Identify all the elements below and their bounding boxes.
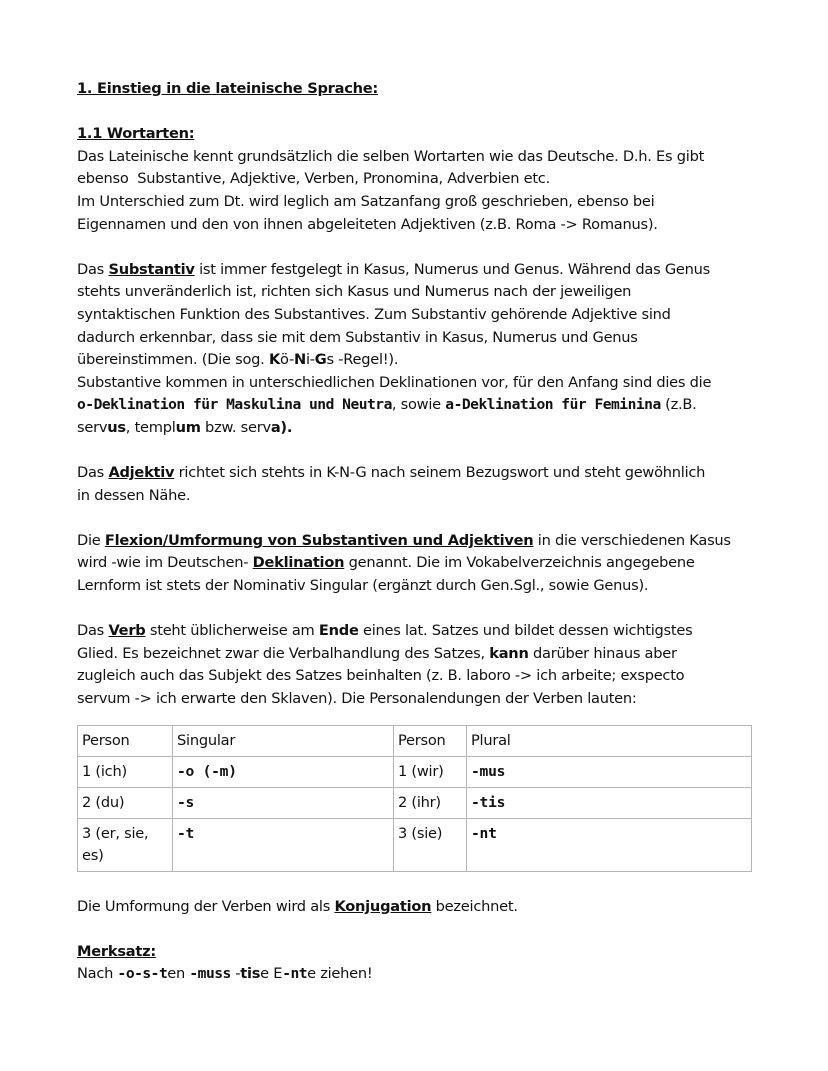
table-row <box>78 818 752 871</box>
person-cell: 3 (sie) <box>394 818 467 871</box>
term-verb: Verb <box>108 622 146 640</box>
spacer <box>77 101 757 124</box>
table-row <box>78 756 752 787</box>
text-line: syntaktischen Funktion des Substantives. Zum Substantiv gehörende Adjektive sind <box>77 305 671 323</box>
bold-text: kann <box>489 644 529 662</box>
text-line: in dessen Nähe. <box>77 486 191 504</box>
person-cell: 1 (wir) <box>394 756 467 787</box>
verb-paragraph <box>77 620 757 710</box>
header-cell: Person <box>78 725 173 756</box>
text-line <box>77 394 757 417</box>
adjektiv-paragraph <box>77 462 757 507</box>
term-substantiv: Substantiv <box>108 260 195 278</box>
spacer <box>77 507 757 530</box>
text-line: Eigennamen und den von ihnen abgeleiteten Adjektiven (z.B. Roma -> Romanus). <box>77 215 658 233</box>
text-line <box>77 462 757 485</box>
text: Das <box>77 622 109 640</box>
text: s <box>326 351 334 369</box>
text: bezeichnet. <box>431 897 518 915</box>
main-heading: 1. Einstieg in die lateinische Sprache: <box>77 80 378 97</box>
bold-text: K <box>268 351 281 369</box>
person-cell: 2 (ihr) <box>394 787 467 818</box>
text-line: Substantive kommen in unterschiedlichen Deklinationen vor, für den Anfang sind dies die <box>77 373 712 391</box>
bold-text: G <box>314 351 327 369</box>
bold-text: us <box>107 418 126 436</box>
text: in die verschiedenen Kasus <box>533 531 731 549</box>
text-line <box>77 259 757 282</box>
table-header-row <box>78 725 752 756</box>
text-line: Das Lateinische kennt grundsätzlich die selben Wortarten wie das Deutsche. D.h. Es gibt <box>77 147 705 165</box>
text: eines lat. Satzes und bildet dessen wichtigstes <box>358 622 693 640</box>
header-cell: Person <box>394 725 467 756</box>
bold-text: -nt <box>282 965 308 983</box>
text-line: dadurch erkennbar, dass sie mit dem Substantiv in Kasus, Numerus und Genus <box>77 328 638 346</box>
text: , templ <box>125 418 176 436</box>
text-line <box>77 349 757 372</box>
text: bzw. serv <box>200 418 271 436</box>
text: darüber hinaus aber <box>528 644 677 662</box>
ending-cell: -s <box>173 787 394 818</box>
bold-text: a-Deklination für Feminina <box>445 396 661 414</box>
text-line <box>77 417 757 440</box>
bold-text: um <box>175 418 201 436</box>
text: Glied. Es bezeichnet zwar die Verbalhandlung des Satzes, <box>77 644 490 662</box>
flexion-paragraph <box>77 530 757 598</box>
text-line: Im Unterschied zum Dt. wird leglich am Satzanfang groß geschrieben, ebenso bei <box>77 192 655 210</box>
table-row <box>78 787 752 818</box>
term-konjugation: Konjugation <box>334 897 432 915</box>
bold-text: o-Deklination für Maskulina und Neutra <box>77 396 392 414</box>
konjugation-line <box>77 896 757 919</box>
term-deklination: Deklination <box>252 554 345 572</box>
merksatz-line <box>77 963 757 986</box>
text: genannt. Die im Vokabelverzeichnis angegebene <box>344 554 695 572</box>
text: , sowie <box>391 396 446 414</box>
bold-text: N <box>293 351 306 369</box>
bold-text: tis <box>240 965 261 983</box>
text-line <box>77 620 757 643</box>
spacer <box>77 236 757 259</box>
text: übereinstimmen. (Die sog. <box>77 351 269 369</box>
merksatz-heading: Merksatz: <box>77 942 156 960</box>
person-cell: 3 (er, sie, es) <box>78 818 173 871</box>
text: Das <box>77 464 109 482</box>
text-line: zugleich auch das Subjekt des Satzes beinhalten (z. B. laboro -> ich arbeite; exspecto <box>77 667 685 685</box>
header-cell: Plural <box>467 725 752 756</box>
bold-text: Ende <box>318 622 359 640</box>
text: e ziehen! <box>307 965 373 983</box>
text-line <box>77 530 757 553</box>
text: steht üblicherweise am <box>145 622 319 640</box>
text: richtet sich stehts in K-N-G nach seinem Bezugswort und steht gewöhnlich <box>174 464 706 482</box>
text-line: ebenso Substantive, Adjektive, Verben, Pronomina, Adverbien etc. <box>77 170 550 188</box>
text: wird -wie im Deutschen- <box>77 554 253 572</box>
text-line: servum -> ich erwarte den Sklaven). Die Personalendungen der Verben lauten: <box>77 690 637 708</box>
section-heading: 1.1 Wortarten: <box>77 125 195 143</box>
term-adjektiv: Adjektiv <box>108 464 175 482</box>
ending-cell: -tis <box>467 787 752 818</box>
text: -Regel!). <box>333 351 399 369</box>
ending-cell: -mus <box>467 756 752 787</box>
ending-cell: -t <box>173 818 394 871</box>
document-page <box>77 78 757 986</box>
header-cell: Singular <box>173 725 394 756</box>
text: serv <box>77 418 108 436</box>
bold-text: a). <box>270 418 293 436</box>
person-cell: 2 (du) <box>78 787 173 818</box>
bold-text: -muss <box>189 965 231 983</box>
term-flexion: Flexion/Umformung von Substantiven und Adjektiven <box>104 531 534 549</box>
person-cell: 1 (ich) <box>78 756 173 787</box>
text: Nach <box>77 965 118 983</box>
spacer <box>77 918 757 941</box>
spacer <box>77 598 757 621</box>
intro-paragraph <box>77 146 757 236</box>
text: Das <box>77 260 109 278</box>
text: i- <box>305 351 315 369</box>
text: ö- <box>280 351 294 369</box>
text: - <box>230 965 241 983</box>
text: ist immer festgelegt in Kasus, Numerus und Genus. Während das Genus <box>194 260 710 278</box>
text: e E <box>260 965 283 983</box>
text: (z.B. <box>660 396 697 414</box>
text-line <box>77 643 757 666</box>
text-line: stehts unveränderlich ist, richten sich Kasus und Numerus nach der jeweiligen <box>77 283 632 301</box>
personal-endings-table <box>77 725 752 872</box>
text-line: Lernform ist stets der Nominativ Singular (ergänzt durch Gen.Sgl., sowie Genus). <box>77 577 649 595</box>
bold-text: -o-s-t <box>117 965 168 983</box>
substantiv-paragraph <box>77 259 757 440</box>
text: en <box>167 965 190 983</box>
ending-cell: -o (-m) <box>173 756 394 787</box>
text-line <box>77 552 757 575</box>
text: Die <box>77 531 105 549</box>
ending-cell: -nt <box>467 818 752 871</box>
spacer <box>77 440 757 463</box>
text: Die Umformung der Verben wird als <box>77 897 335 915</box>
